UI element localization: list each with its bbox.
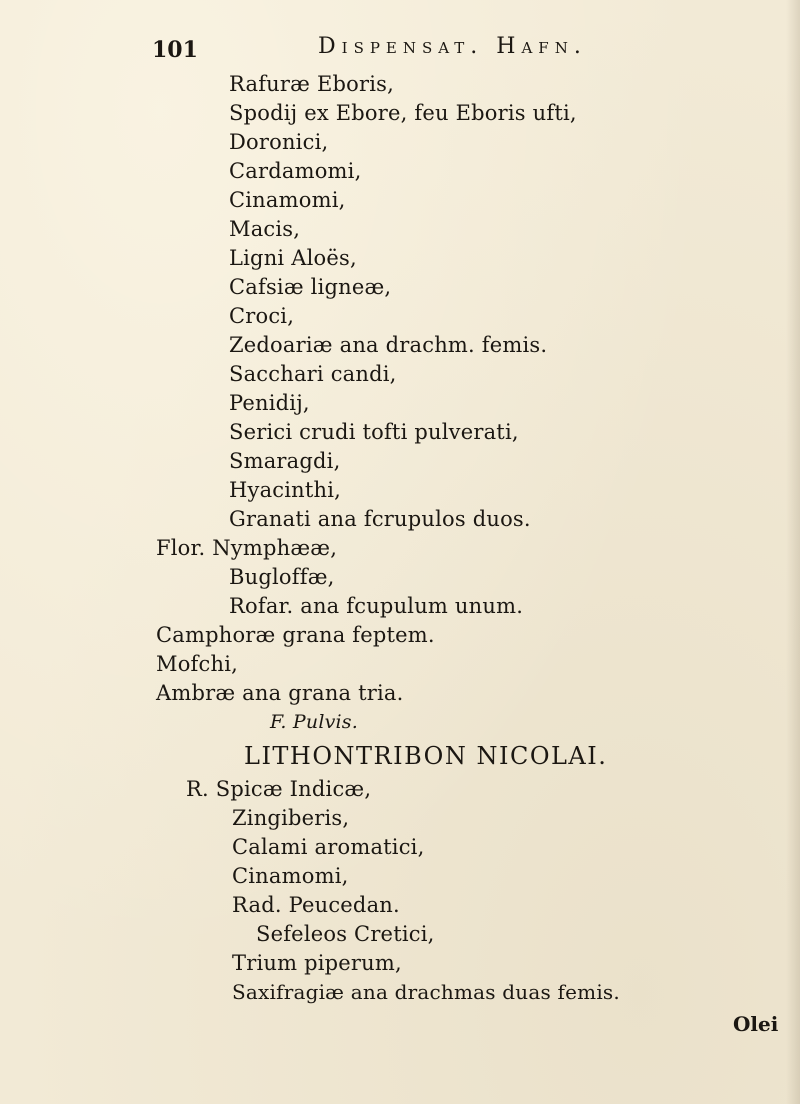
page-edge-shadow xyxy=(786,0,800,1104)
page-number: 101 xyxy=(152,37,198,63)
recipe-line: Ambræ ana grana tria. xyxy=(156,681,404,705)
recipe-line: Penidij, xyxy=(229,391,310,415)
recipe-line: F. Pulvis. xyxy=(270,711,359,733)
recipe-line: Rad. Peucedan. xyxy=(232,893,400,917)
recipe-line: Spodij ex Ebore, feu Eboris ufti, xyxy=(229,101,577,125)
recipe-line: Smaragdi, xyxy=(229,449,341,473)
recipe-line: Doronici, xyxy=(229,130,329,154)
recipe-line: Rafuræ Eboris, xyxy=(229,72,394,96)
recipe-line: Croci, xyxy=(229,304,295,328)
recipe-line: Cardamomi, xyxy=(229,159,362,183)
recipe-line: Saxifragiæ ana drachmas duas femis. xyxy=(232,980,620,1004)
recipe-line: R. Spicæ Indicæ, xyxy=(186,777,372,801)
recipe-line: Bugloffæ, xyxy=(229,565,335,589)
recipe-line: Macis, xyxy=(229,217,301,241)
recipe-line: Rofar. ana fcupulum unum. xyxy=(229,594,524,618)
recipe-line: Trium piperum, xyxy=(232,951,402,975)
recipe-line: Zingiberis, xyxy=(232,806,350,830)
recipe-line: Sefeleos Cretici, xyxy=(256,922,435,946)
recipe-line: Flor. Nymphææ, xyxy=(156,536,338,560)
recipe-line: Mofchi, xyxy=(156,652,238,676)
catchword: Olei xyxy=(733,1012,779,1036)
recipe-line: Sacchari candi, xyxy=(229,362,397,386)
recipe-line: Hyacinthi, xyxy=(229,478,342,502)
recipe-line: Ligni Aloës, xyxy=(229,246,357,270)
section-title: LITHONTRIBON NICOLAI. xyxy=(244,742,608,770)
recipe-line: Granati ana fcrupulos duos. xyxy=(229,507,531,531)
recipe-line: Serici crudi tofti pulverati, xyxy=(229,420,519,444)
recipe-line: Cinamomi, xyxy=(229,188,346,212)
recipe-line: Calami aromatici, xyxy=(232,835,425,859)
running-title: Dispensat. Hafn. xyxy=(318,34,587,59)
recipe-line: Cinamomi, xyxy=(232,864,349,888)
recipe-line: Camphoræ grana feptem. xyxy=(156,623,435,647)
recipe-line: Cafsiæ ligneæ, xyxy=(229,275,392,299)
recipe-line: Zedoariæ ana drachm. femis. xyxy=(229,333,548,357)
